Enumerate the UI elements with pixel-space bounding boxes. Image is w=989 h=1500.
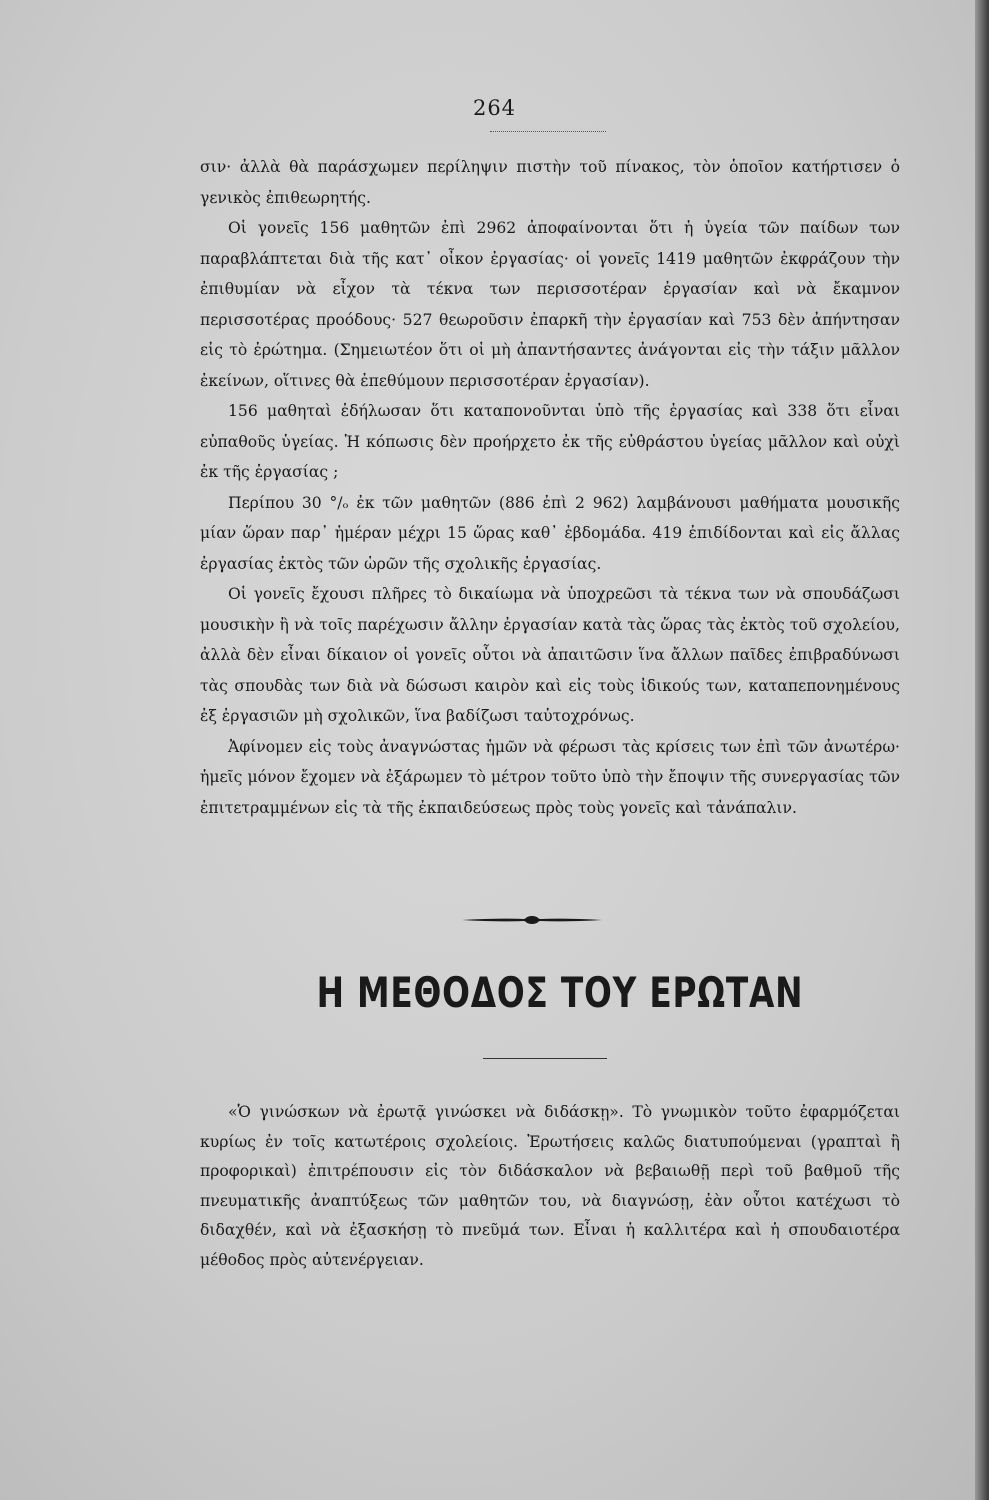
paragraph-continuation: σιν· ἀλλὰ θὰ παράσχωμεν περίληψιν πιστὴν τοῦ πίνακος, τὸν ὁποῖον κατήρτισεν ὁ γενικὸς ἐπιθεωρητής. bbox=[200, 158, 900, 207]
section-paragraph: «Ὁ γινώσκων νὰ ἐρωτᾷ γινώσκει νὰ διδάσκῃ». Τὸ γνωμικὸν τοῦτο ἐφαρμόζεται κυρίως ἐν τοῖς κατωτέροις σχολείοις. Ἐρωτήσεις καλῶς διατυπούμεναι (γραπταὶ ἢ προφορικαὶ) ἐπιτρέπουσιν εἰς τὸν διδάσκαλον νὰ βεβαιωθῇ περὶ τοῦ βαθμοῦ τῆς πνευματικῆς ἀναπτύξεως τῶν μαθητῶν του, νὰ διαγνώσῃ, ἐὰν οὗτοι κατέχωσι τὸ διδαχθέν, καὶ νὰ ἐξασκήσῃ τὸ πνεῦμά των. Εἶναι ἡ καλλιτέρα καὶ ἡ σπουδαιοτέρα μέθοδος πρὸς αὐτενέργειαν. bbox=[200, 1103, 900, 1269]
paragraph-music-lessons: Περίπου 30 °/ₒ ἐκ τῶν μαθητῶν (886 ἐπὶ 2 962) λαμβάνουσι μαθήματα μουσικῆς μίαν ὥραν παρ᾽ ἡμέραν μέχρι 15 ὥρας καθ᾽ ἑβδομάδα. 419 ἐπιδίδονται καὶ εἰς ἄλλας ἐργασίας ἐκτὸς τῶν ὡρῶν τῆς σχολικῆς ἐργασίας. bbox=[200, 493, 900, 573]
paragraph-parents-rights: Οἱ γονεῖς ἔχουσι πλῆρες τὸ δικαίωμα νὰ ὑποχρεῶσι τὰ τέκνα των νὰ σπουδάζωσι μουσικὴν ἢ νὰ τοῖς παρέχωσιν ἄλλην ἐργασίαν κατὰ τὰς ὥρας τὰς ἐκτὸς τοῦ σχολείου, ἀλλὰ δὲν εἶναι δίκαιον οἱ γονεῖς οὗτοι νὰ ἀπαιτῶσιν ἵνα ἄλλων παῖδες ἐπιβραδύνωσι τὰς σπουδὰς των διὰ νὰ δώσωσι καιρὸν καὶ εἰς τοὺς ἰδικούς των, καταπεπονημένους ἐξ ἐργασιῶν μὴ σχολικῶν, ἵνα βαδίζωσι ταὐτοχρόνως. bbox=[200, 585, 900, 725]
title-rule bbox=[483, 1058, 607, 1059]
paragraph-readers: Ἀφίνομεν εἰς τοὺς ἀναγνώστας ἡμῶν νὰ φέρωσι τὰς κρίσεις των ἐπὶ τῶν ἀνωτέρω· ἡμεῖς μόνον ἔχομεν νὰ ἐξάρωμεν τὸ μέτρον τοῦτο ὑπὸ τὴν ἔποψιν τῆς συνεργασίας τῶν ἐπιτετραμμένων εἰς τὰ τῆς ἐκπαιδεύσεως πρὸς τοὺς γονεῖς καὶ τἀνάπαλιν. bbox=[200, 737, 900, 817]
book-spine-shadow bbox=[975, 0, 989, 1500]
page-number-rule bbox=[490, 131, 606, 132]
section-text bbox=[200, 1098, 900, 1275]
paragraph-parents-survey: Οἱ γονεῖς 156 μαθητῶν ἐπὶ 2962 ἀποφαίνονται ὅτι ἡ ὑγεία τῶν παίδων των παραβλάπτεται διὰ τῆς κατ᾽ οἶκον ἐργασίας· οἱ γονεῖς 1419 μαθητῶν ἐκφράζουν τὴν ἐπιθυμίαν νὰ εἶχον τὰ τέκνα των περισσοτέραν ἐργασίαν καὶ νὰ ἔκαμνον περισσοτέρας προόδους· 527 θεωροῦσιν ἐπαρκῆ τὴν ἐργασίαν καὶ 753 δὲν ἀπήντησαν εἰς τὸ ἐρώτημα. (Σημειωτέον ὅτι οἱ μὴ ἀπαντήσαντες ἀνάγονται εἰς τὴν τάξιν μᾶλλον ἐκείνων, οἵτινες θὰ ἐπεθύμουν περισσοτέραν ἐργασίαν). bbox=[200, 219, 900, 390]
section-title: Η ΜΕΘΟΔΟΣ ΤΟΥ ΕΡΩΤΑΝ bbox=[316, 968, 804, 1017]
paragraph-fatigue: 156 μαθηταὶ ἐδήλωσαν ὅτι καταπονοῦνται ὑπὸ τῆς ἐργασίας καὶ 338 ὅτι εἶναι εὐπαθοῦς ὑγείας. Ἡ κόπωσις δὲν προήρχετο ἐκ τῆς εὐθράστου ὑγείας μᾶλλον καὶ οὐχὶ ἐκ τῆς ἐργασίας ; bbox=[200, 402, 900, 481]
page-number: 264 bbox=[472, 96, 517, 120]
ornament-divider-icon bbox=[462, 911, 602, 929]
body-text bbox=[200, 152, 900, 823]
